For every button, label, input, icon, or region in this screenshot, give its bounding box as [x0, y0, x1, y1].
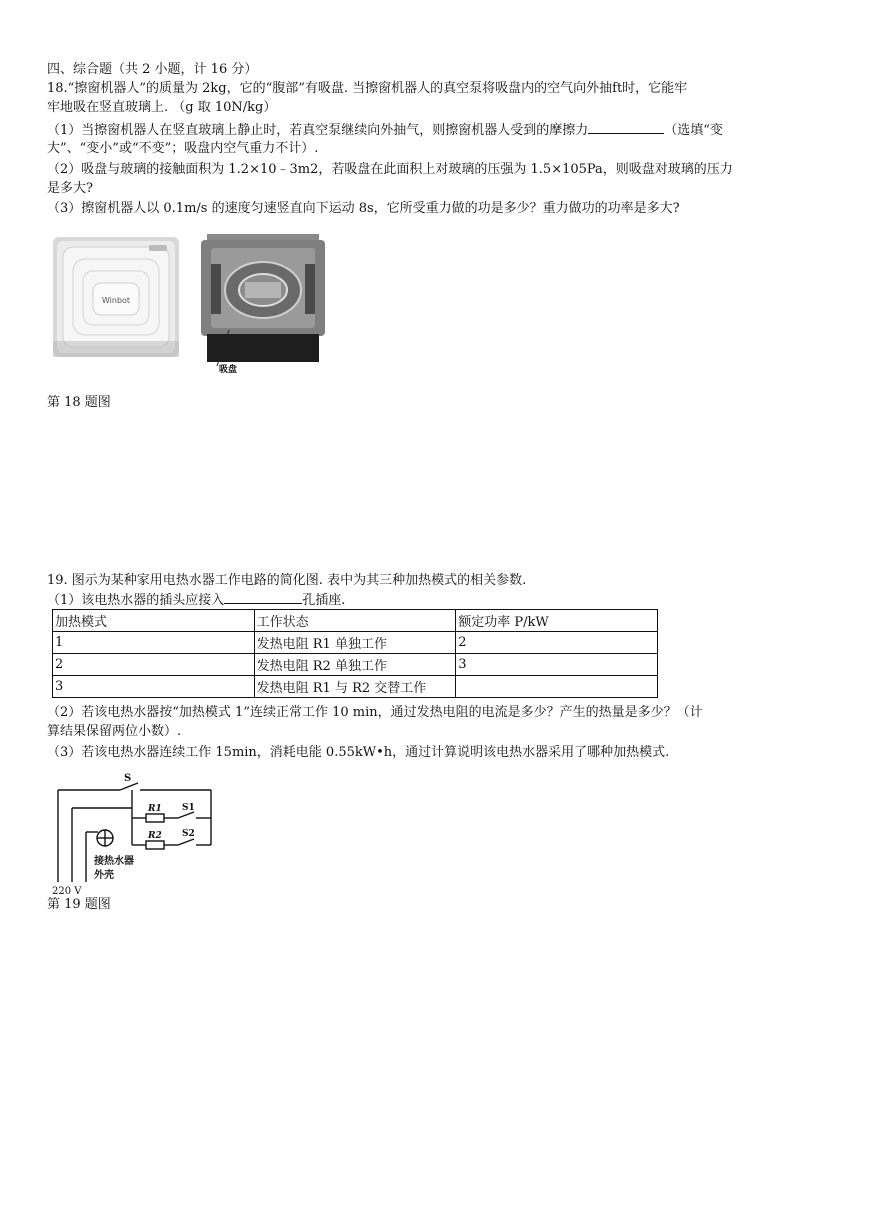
q18-part2: （2）吸盘与玻璃的接触面积为 1.2×10﹣3m2，若吸盘在此面积上对玻璃的压强为 1.5×105Pa，则吸盘对玻璃的压力 — [47, 162, 733, 177]
circuit-diagram — [48, 772, 218, 898]
q18-stem-line1: 18.“擦窗机器人”的质量为 2kg，它的“腹部”有吸盘. 当擦窗机器人的真空泵将吸盘内的空气向外抽ft时，它能牢 — [47, 81, 688, 96]
table-cell — [456, 676, 658, 698]
s2-label: S2 — [182, 829, 195, 839]
q18-part3: （3）擦窗机器人以 0.1m/s 的速度匀速竖直向下运动 8s，它所受重力做的功是多少？重力做功的功率是多大? — [47, 201, 680, 216]
q19-part2-cont: 算结果保留两位小数）. — [47, 724, 182, 739]
table-cell: 1 — [53, 632, 255, 654]
q19-figure-caption: 第 19 题图 — [47, 897, 111, 912]
heater-casing-label-1: 接热水器 — [94, 856, 134, 867]
main-switch-label: S — [124, 773, 132, 784]
q18-part2-cont: 是多大? — [47, 181, 93, 196]
table-cell: 3 — [456, 654, 658, 676]
r1-label: R1 — [148, 804, 162, 814]
table-cell: 2 — [456, 632, 658, 654]
suction-cup-label: 吸盘 — [219, 365, 238, 374]
q18-part1-text: （1）当擦窗机器人在竖直玻璃上静止时，若真空泵继续向外抽气，则擦窗机器人受到的摩擦力 — [47, 123, 589, 138]
q18-part1-choice: （选填“变 — [664, 123, 723, 138]
table-row — [53, 632, 658, 654]
robot-front-image — [53, 237, 179, 357]
table-header-cell: 额定功率 P/kW — [456, 610, 658, 632]
q19-part3: （3）若该电热水器连续工作 15min，消耗电能 0.55kW•h，通过计算说明该电热水器采用了哪种加热模式. — [47, 745, 670, 760]
q18-answer-blank[interactable] — [588, 120, 664, 134]
table-row — [53, 654, 658, 676]
table-cell: 发热电阻 R1 与 R2 交替工作 — [254, 676, 456, 698]
q19-part1-suffix: 孔插座. — [302, 593, 346, 608]
table-header-cell: 加热模式 — [53, 610, 255, 632]
section-heading: 四、综合题（共 2 小题，计 16 分） — [47, 62, 258, 77]
table-header-cell: 工作状态 — [254, 610, 456, 632]
q19-part1-text: （1）该电热水器的插头应接入 — [47, 593, 225, 608]
q18-figure-caption: 第 18 题图 — [47, 395, 111, 410]
table-row — [53, 676, 658, 698]
q19-answer-blank[interactable] — [224, 590, 302, 604]
table-header-row — [53, 610, 658, 632]
q19-stem: 19. 图示为某种家用电热水器工作电路的简化图. 表中为其三种加热模式的相关参数. — [47, 573, 527, 588]
q19-part1 — [47, 590, 345, 610]
heating-mode-table — [52, 609, 658, 698]
q18-part1 — [47, 120, 723, 140]
table-cell: 3 — [53, 676, 255, 698]
s1-label: S1 — [182, 803, 195, 813]
q18-stem-line2: 牢地吸在竖直玻璃上. （g 取 10N/kg） — [47, 100, 277, 115]
r2-label: R2 — [148, 831, 162, 841]
q18-part1-cont: 大”、“变小”或“不变”；吸盘内空气重力不计）. — [47, 141, 319, 156]
robot-underside-image — [199, 234, 327, 374]
table-cell: 2 — [53, 654, 255, 676]
robot-brand-label: Winbot — [101, 296, 131, 305]
table-cell: 发热电阻 R2 单独工作 — [254, 654, 456, 676]
heater-casing-label-2: 外壳 — [94, 870, 114, 881]
voltage-label: 220 V — [52, 886, 82, 897]
table-cell: 发热电阻 R1 单独工作 — [254, 632, 456, 654]
q19-part2: （2）若该电热水器按“加热模式 1”连续正常工作 10 min，通过发热电阻的电流是多少？产生的热量是多少？（计 — [47, 705, 703, 720]
